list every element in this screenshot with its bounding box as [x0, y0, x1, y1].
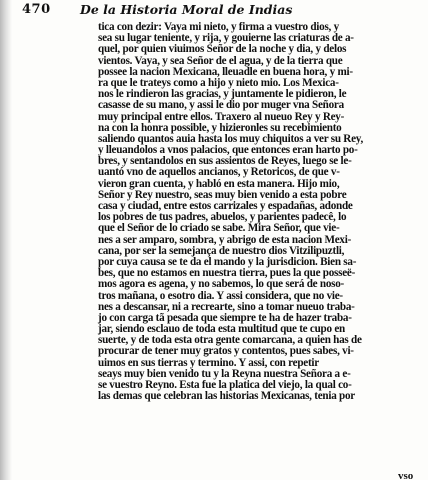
text-line: cana, por ser la semejança de nuestro dios Vitzilipuztli, [98, 244, 345, 257]
text-line: mos agora es agena, y no sabemos, lo que será de noso- [98, 278, 344, 291]
text-line: seays muy bien venido tu y la Reyna nuestra Señora a e- [98, 367, 351, 380]
text-line: bres, y sentandolos en sus assientos de Reyes, luego se le- [98, 155, 352, 168]
text-line: quel, por quien viuimos Señor de la noche y dia, y delos [98, 43, 347, 56]
text-line: sea su lugar teniente, y rija, y gouierne las criaturas de a- [98, 32, 354, 45]
text-line: casa y ciudad, entre estos carrizales y espadañas, adonde [98, 200, 353, 212]
text-line: se vuestro Reyno. Esta fue la platica del viejo, la qual co- [98, 379, 352, 391]
text-line: procurar de tener muy gratos y contentos, pues sabes, vi- [98, 345, 354, 358]
text-line: nos le rindieron las gracias, y juntamente le pidieron, le [98, 88, 347, 101]
text-line: uimos en sus tierras y termino. Y assi, con repetir [98, 356, 319, 369]
text-line: jar, siendo esclauo de toda esta multitud que te cupo en [98, 323, 345, 336]
page-number: 470 [22, 2, 51, 17]
text-line: jo con carga tã pesada que siempre te ha de hazer traba- [98, 311, 352, 324]
body-text [98, 22, 418, 402]
text-line: nes a descansar, ni a recrearte, sino a tomar nueuo traba- [98, 300, 355, 313]
text-line: suerte, y de toda esta otra gente comarcana, a quien has de [98, 334, 362, 347]
text-line: vieron gran cuenta, y habló en esta manera. Hijo mio, [98, 177, 340, 190]
text-line: por cuya causa se te da el mando y la jurisdicion. Bien sa- [98, 255, 357, 268]
text-line: los pobres de tus padres, abuelos, y parientes padecê, lo [98, 211, 347, 224]
text-line: que el Señor de lo criado se sabe. Mira Señor, que vie- [98, 222, 340, 235]
catchword: vso [398, 470, 414, 480]
text-line: vientos. Vaya, y sea Señor de el agua, y de la tierra que [98, 54, 343, 67]
text-line: saliendo quantos auia hasta los muy chiquitos a ver su Rey, [98, 132, 364, 145]
text-line: bes, que no estamos en nuestra tierra, pues la que posseë- [98, 267, 356, 280]
page-header [22, 2, 414, 18]
text-line: uantó vno de aquellos ancianos, y Retoricos, de que v- [98, 166, 340, 179]
text-line: ra que le trateys como a hijo y nieto mio. Los Mexica- [98, 76, 339, 89]
text-line: y lleuandolos a vnos palacios, que entonces eran harto po- [98, 144, 358, 157]
text-line: possee la nacion Mexicana, lleuadle en buena hora, y mi- [98, 65, 353, 78]
text-line: nes a ser amparo, sombra, y abrigo de esta nacion Mexi- [98, 233, 352, 246]
text-line: muy principal entre ellos. Traxero al nueuo Rey y Rey- [98, 110, 345, 123]
text-line: casasse de su mano, y assi le dio por muger vna Señora [98, 99, 344, 112]
text-line: tica con dezir: Vaya mi nieto, y firma a vuestro dios, y [98, 21, 339, 33]
text-line: Señor y Rey nuestro, seas muy bien venido a esta pobre [98, 188, 347, 201]
text-line: las demas que celebran las historias Mexicanas, tenia por [98, 390, 356, 403]
page-gutter-shadow [0, 0, 12, 480]
running-head: De la Historia Moral de Indias [80, 2, 293, 17]
text-line: na con la honra possible, y hizieronles su recebimiento [98, 121, 342, 134]
text-line: tros mañana, o esotro dia. Y assi considera, que no vie- [98, 289, 343, 302]
